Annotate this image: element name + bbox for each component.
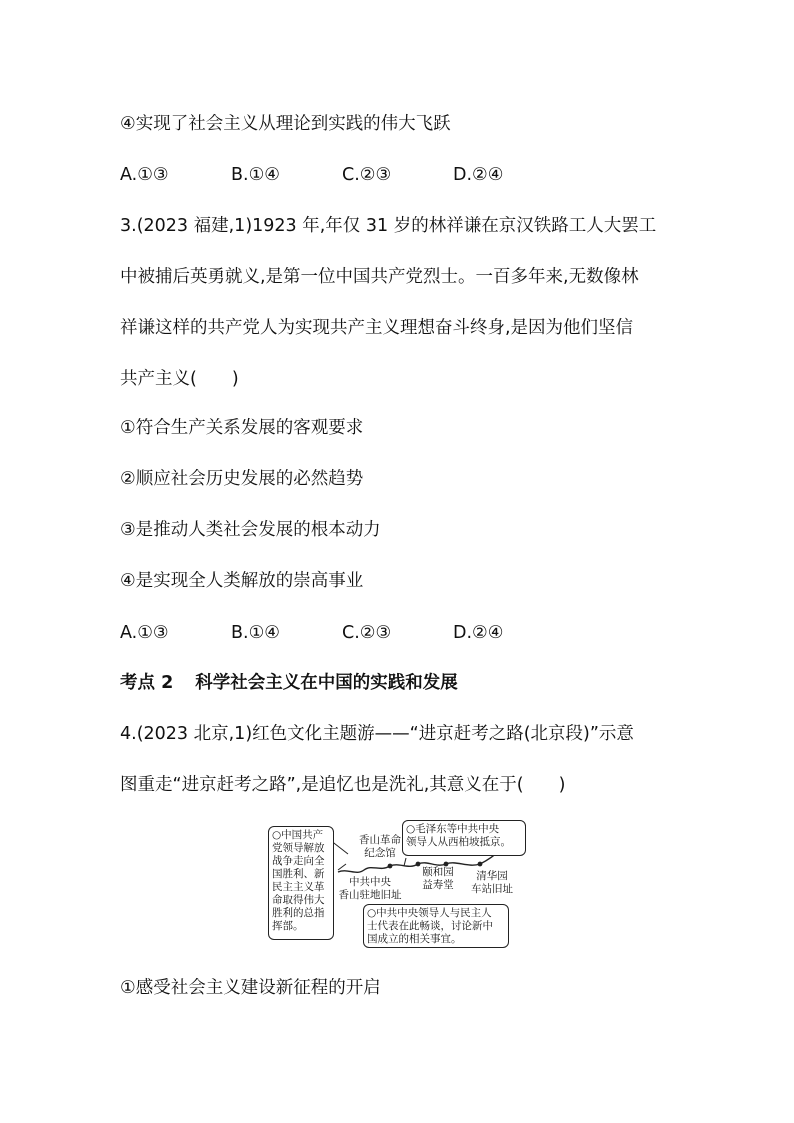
- section-heading: [120, 671, 458, 695]
- q3-stem-line-1: 3.(2023 福建,1)1923 年,年仅 31 岁的林祥谦在京汉铁路工人大罢工: [120, 216, 657, 236]
- q3-stem-line-2: 中被捕后英勇就义,是第一位中国共产党烈士。一百多年来,无数像林: [120, 267, 639, 287]
- q2-option-c: C.②③: [342, 165, 392, 185]
- q3-item-2: ②顺应社会历史发展的必然趋势: [120, 469, 364, 489]
- q3-option-b: B.①④: [231, 623, 280, 643]
- callout-left: [268, 826, 334, 940]
- callout-top-text: ○毛泽东等中共中央 领导人从西柏坡抵京。: [406, 823, 511, 848]
- q3-stem-line-3: 祥谦这样的共产党人为实现共产主义理想奋斗终身,是因为他们坚信: [120, 318, 634, 338]
- q3-option-d: D.②④: [453, 623, 504, 643]
- section-title: 科学社会主义在中国的实践和发展: [195, 673, 458, 693]
- q3-option-c: C.②③: [342, 623, 392, 643]
- q3-item-3: ③是推动人类社会发展的根本动力: [120, 520, 381, 540]
- callout-left-text: ○中国共产 党领导解放 战争走向全 国胜利、新 民主主义革 命取得伟大 胜利的总指 挥部。: [272, 829, 325, 932]
- q2-option-b: B.①④: [231, 165, 280, 185]
- q2-item-4: ④实现了社会主义从理论到实践的伟大飞跃: [120, 114, 451, 134]
- callout-bottom: [363, 904, 509, 948]
- place-xiangshan-museum: 香山革命 纪念馆: [359, 834, 401, 859]
- place-yishoutang: 颐和园 益寿堂: [422, 866, 454, 891]
- q3-item-4: ④是实现全人类解放的崇高事业: [120, 571, 364, 591]
- route-map-figure: [268, 820, 528, 948]
- q4-item-1: ①感受社会主义建设新征程的开启: [120, 978, 381, 998]
- callout-top: [402, 820, 526, 856]
- section-label: 考点 2: [120, 673, 174, 693]
- place-qinghuayuan: 清华园 车站旧址: [471, 870, 513, 895]
- q4-stem-line-2: 图重走“进京赶考之路”,是追忆也是洗礼,其意义在于( ): [120, 775, 566, 795]
- q3-item-1: ①符合生产关系发展的客观要求: [120, 418, 364, 438]
- q2-option-d: D.②④: [453, 165, 504, 185]
- q4-stem-line-1: 4.(2023 北京,1)红色文化主题游——“进京赶考之路(北京段)”示意: [120, 724, 634, 744]
- callout-bottom-text: ○中共中央领导人与民主人 士代表在此畅谈，讨论新中 国成立的相关事宜。: [367, 907, 493, 945]
- q2-option-a: A.①③: [120, 165, 169, 185]
- q3-option-a: A.①③: [120, 623, 169, 643]
- q3-stem-line-4: 共产主义( ): [120, 369, 239, 389]
- place-xiangshan-site: 中共中央 香山驻地旧址: [338, 876, 402, 901]
